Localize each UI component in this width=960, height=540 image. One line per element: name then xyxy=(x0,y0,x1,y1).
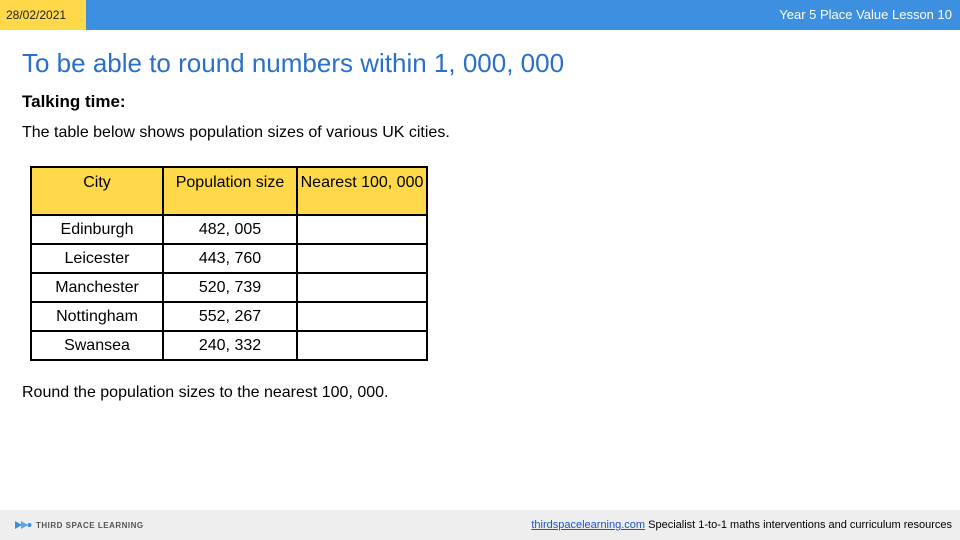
table-row xyxy=(31,273,427,302)
instruction-text: Round the population sizes to the nearest 100, 000. xyxy=(22,384,389,401)
header-city: City xyxy=(31,167,163,215)
table-row xyxy=(31,331,427,360)
website-link[interactable]: thirdspacelearning.com xyxy=(531,519,646,531)
cell-nearest xyxy=(297,273,427,302)
cell-city: Leicester xyxy=(31,244,163,273)
date-badge: 28/02/2021 xyxy=(0,0,86,30)
header-nearest: Nearest 100, 000 xyxy=(297,167,427,215)
header-population: Population size xyxy=(163,167,297,215)
third-space-logo-icon xyxy=(14,519,32,531)
cell-nearest xyxy=(297,244,427,273)
footer-text xyxy=(531,510,952,540)
slide-title: To be able to round numbers within 1, 000, 000 xyxy=(22,48,565,78)
lesson-label: Year 5 Place Value Lesson 10 xyxy=(779,7,952,22)
table-row xyxy=(31,215,427,244)
cell-nearest xyxy=(297,302,427,331)
talking-time-heading: Talking time: xyxy=(22,92,126,111)
cell-nearest xyxy=(297,331,427,360)
footer-bar xyxy=(0,510,960,540)
table-row xyxy=(31,302,427,331)
brand-name: THIRD SPACE LEARNING xyxy=(36,520,144,530)
cell-city: Manchester xyxy=(31,273,163,302)
cell-population: 443, 760 xyxy=(163,244,297,273)
cell-population: 482, 005 xyxy=(163,215,297,244)
top-bar xyxy=(0,0,960,30)
table-header-row xyxy=(31,167,427,215)
cell-population: 520, 739 xyxy=(163,273,297,302)
cell-city: Edinburgh xyxy=(31,215,163,244)
table-row xyxy=(31,244,427,273)
cell-city: Nottingham xyxy=(31,302,163,331)
cell-population: 552, 267 xyxy=(163,302,297,331)
cell-population: 240, 332 xyxy=(163,331,297,360)
population-table xyxy=(30,166,428,361)
cell-city: Swansea xyxy=(31,331,163,360)
footer-tagline: Specialist 1-to-1 maths interventions and curriculum resources xyxy=(645,519,952,531)
cell-nearest xyxy=(297,215,427,244)
intro-text: The table below shows population sizes of various UK cities. xyxy=(22,124,450,141)
brand-logo xyxy=(14,517,144,533)
